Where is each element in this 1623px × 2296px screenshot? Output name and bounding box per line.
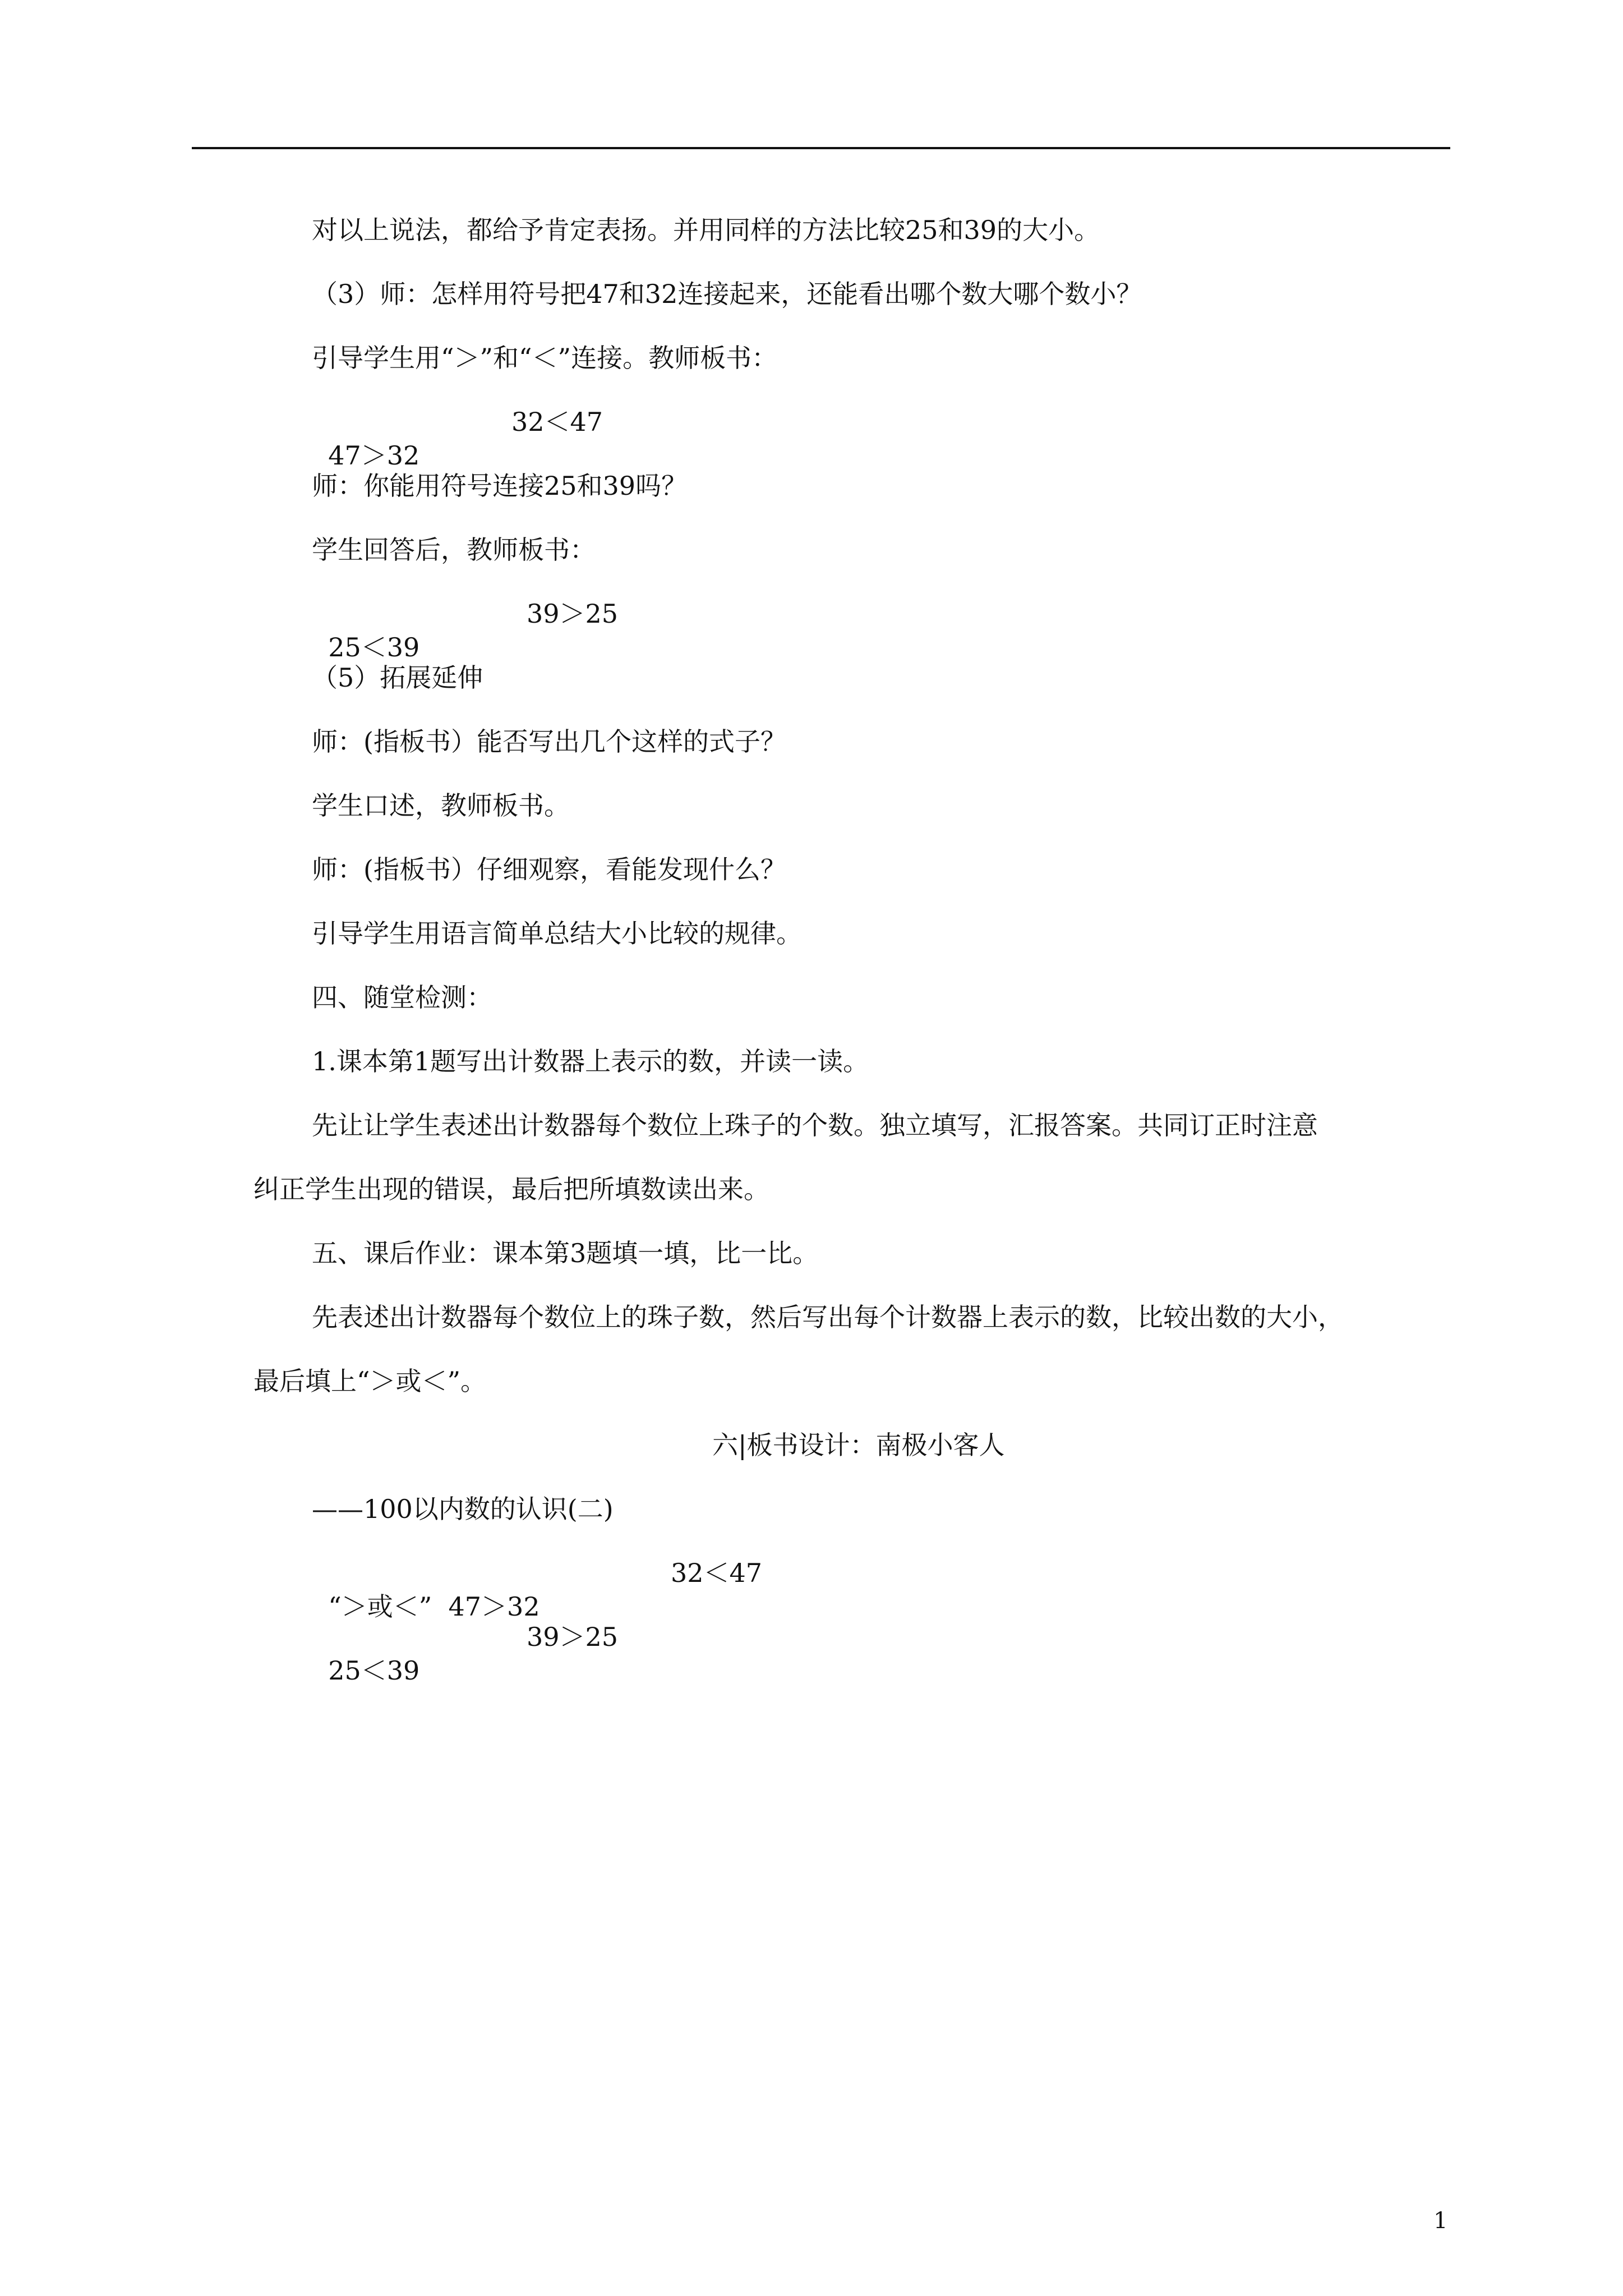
- paragraph-line: 先让让学生表述出计数器每个数位上珠子的个数。独立填写，汇报答案。共同订正时注意: [312, 1110, 1318, 1140]
- paragraph-line: 引导学生用“＞”和“＜”连接。教师板书：: [312, 343, 778, 373]
- page-number: 1: [1433, 2208, 1448, 2234]
- equation: 32＜47: [511, 407, 603, 437]
- paragraph-line: 师：(指板书）能否写出几个这样的式子？: [312, 726, 786, 757]
- section-heading: 四、随堂检测：: [312, 982, 492, 1013]
- paragraph-line: 纠正学生出现的错误，最后把所填数读出来。: [253, 1174, 769, 1204]
- section-heading: 五、课后作业：课本第3题填一填，比一比。: [312, 1238, 819, 1268]
- paragraph-line: 最后填上“＞或＜”。: [253, 1366, 487, 1396]
- paragraph-line: 先表述出计数器每个数位上的珠子数，然后写出每个计数器上表示的数，比较出数的大小，: [312, 1302, 1344, 1332]
- paragraph-line: 引导学生用语言简单总结大小比较的规律。: [312, 918, 802, 949]
- equation: 47＞32: [328, 440, 420, 471]
- equation-row: [312, 1620, 619, 1721]
- board-subtitle: ——100以内数的认识(二): [312, 1494, 614, 1524]
- equation: 32＜47: [671, 1558, 763, 1588]
- paragraph-line: 1.课本第1题写出计数器上表示的数，并读一读。: [312, 1046, 869, 1076]
- paragraph-line: 师：(指板书）仔细观察，看能发现什么？: [312, 854, 786, 885]
- equation: 39＞25: [527, 599, 619, 629]
- paragraph-line: 师：你能用符号连接25和39吗？: [312, 471, 688, 501]
- header-rule: [192, 147, 1450, 149]
- paragraph-line: （5）拓展延伸: [312, 662, 483, 693]
- paragraph-line: （3）师：怎样用符号把47和32连接起来，还能看出哪个数大哪个数小？: [312, 279, 1142, 309]
- paragraph-line: 学生回答后，教师板书：: [312, 535, 596, 565]
- equation: 25＜39: [328, 632, 420, 662]
- equation: 25＜39: [328, 1655, 420, 1686]
- equation: 39＞25: [527, 1622, 619, 1652]
- board-design-heading: 六|板书设计：南极小客人: [712, 1430, 1005, 1460]
- paragraph-line: 对以上说法，都给予肯定表扬。并用同样的方法比较25和39的大小。: [312, 215, 1100, 245]
- equation: “＞或＜” 47＞32: [328, 1591, 540, 1622]
- paragraph-line: 学生口述，教师板书。: [312, 790, 570, 821]
